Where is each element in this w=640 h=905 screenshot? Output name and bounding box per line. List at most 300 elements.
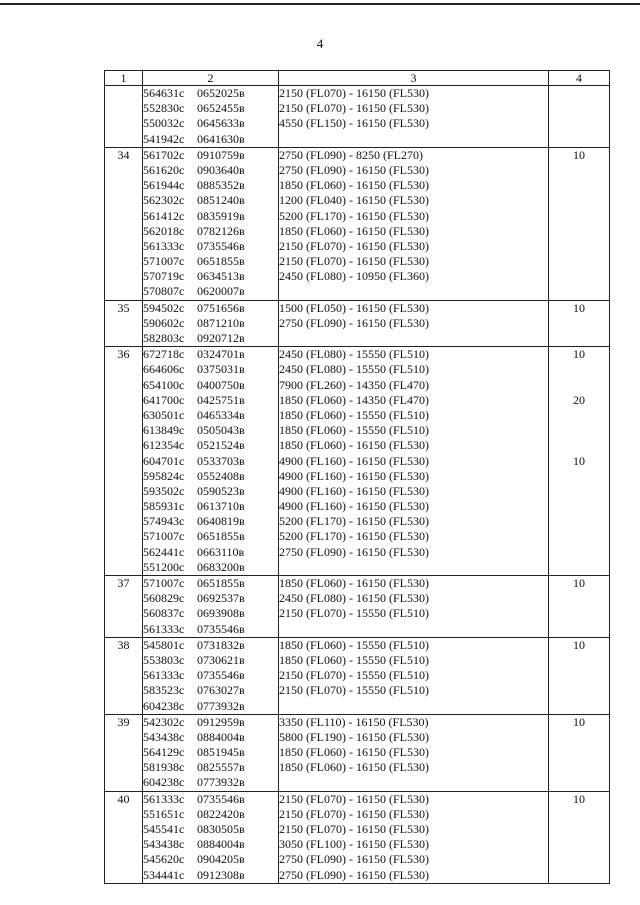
longitude: 0651855в (197, 254, 245, 269)
latitude: 551651с (143, 806, 185, 821)
coordinate-pair (143, 148, 278, 163)
altitude-range: 5200 (FL170) - 16150 (FL530) (279, 208, 429, 223)
coordinate-pair (143, 378, 278, 393)
altitude-range: 1500 (FL050) - 16150 (FL530) (279, 300, 429, 315)
value-cell (549, 147, 610, 300)
value (549, 163, 609, 178)
latitude: 562441с (143, 544, 185, 559)
longitude: 0613710в (197, 499, 245, 514)
value: 10 (573, 791, 585, 806)
altitude-range: 7900 (FL260) - 14350 (FL470) (279, 377, 429, 392)
altitude-cell (279, 576, 549, 638)
latitude: 604701с (143, 453, 185, 468)
value (549, 745, 609, 760)
value: 10 (573, 453, 585, 468)
altitude-range: 3050 (FL100) - 16150 (FL530) (279, 837, 429, 852)
altitude-range: 2150 (FL070) - 16150 (FL530) (279, 101, 429, 116)
altitude-range: 2150 (FL070) - 16150 (FL530) (279, 791, 429, 806)
coordinate-pair (143, 653, 278, 668)
longitude: 0903640в (197, 162, 245, 177)
coordinate-pair (143, 760, 278, 775)
longitude: 0730621в (197, 652, 245, 667)
altitude-range: 4900 (FL160) - 16150 (FL530) (279, 499, 429, 514)
latitude: 552830с (143, 101, 185, 116)
value-cell (549, 714, 610, 791)
altitude-range (279, 132, 548, 147)
latitude: 545620с (143, 852, 185, 867)
coordinate-pair (143, 362, 278, 377)
coordinate-pair (143, 132, 278, 147)
altitude-range (279, 699, 548, 714)
value (549, 760, 609, 775)
latitude: 654100с (143, 377, 185, 392)
latitude: 542302с (143, 714, 185, 729)
coordinate-pair (143, 576, 278, 591)
longitude: 0634513в (197, 269, 245, 284)
coordinate-pair (143, 745, 278, 760)
coordinate-pair (143, 408, 278, 423)
altitude-range: 1850 (FL060) - 16150 (FL530) (279, 576, 429, 590)
coordinates-cell (143, 791, 279, 883)
latitude: 604238с (143, 775, 185, 790)
value (549, 469, 609, 484)
value (549, 423, 609, 438)
longitude: 0851240в (197, 193, 245, 208)
value (549, 178, 609, 193)
coordinate-pair (143, 101, 278, 116)
longitude: 0735546в (197, 238, 245, 253)
altitude-range: 2450 (FL080) - 15550 (FL510) (279, 347, 429, 362)
longitude: 0825557в (197, 760, 245, 775)
value (549, 837, 609, 852)
coordinate-pair (143, 178, 278, 193)
latitude: 581938с (143, 760, 185, 775)
coordinate-pair (143, 668, 278, 683)
value (549, 193, 609, 208)
top-rule (0, 3, 640, 5)
altitude-range: 1850 (FL060) - 16150 (FL530) (279, 223, 429, 238)
latitude: 543438с (143, 729, 185, 744)
row-number-text: 35 (117, 300, 130, 315)
value (549, 101, 609, 116)
longitude: 0652025в (197, 86, 245, 100)
altitude-range (279, 775, 548, 790)
longitude: 0912308в (197, 867, 245, 882)
coordinate-pair (143, 347, 278, 362)
row-number-text (105, 86, 142, 101)
latitude: 595824с (143, 468, 185, 483)
coordinate-pair (143, 116, 278, 131)
altitude-range: 1850 (FL060) - 16150 (FL530) (279, 438, 429, 453)
latitude: 561702с (143, 147, 185, 162)
latitude: 561333с (143, 621, 185, 636)
coordinate-pair (143, 837, 278, 852)
latitude: 585931с (143, 499, 185, 514)
latitude: 561944с (143, 178, 185, 193)
longitude: 0400750в (197, 377, 245, 392)
value: 10 (573, 347, 585, 362)
coordinate-pair (143, 469, 278, 484)
value (549, 362, 609, 377)
latitude: 613849с (143, 423, 185, 438)
row-number-text: 39 (117, 714, 130, 729)
table-header-row (105, 71, 610, 86)
altitude-range: 2150 (FL070) - 16150 (FL530) (279, 86, 429, 100)
longitude: 0425751в (197, 392, 245, 407)
value (549, 209, 609, 224)
value (549, 807, 609, 822)
altitude-cell (279, 714, 549, 791)
value (549, 868, 609, 883)
latitude: 630501с (143, 407, 185, 422)
altitude-range: 1850 (FL060) - 16150 (FL530) (279, 760, 429, 775)
table-body (105, 86, 610, 884)
altitude-range (279, 284, 548, 299)
altitude-range (279, 560, 548, 575)
latitude: 545801с (143, 637, 185, 652)
longitude: 0640819в (197, 514, 245, 529)
longitude: 0920712в (197, 331, 245, 345)
latitude: 583523с (143, 683, 185, 698)
longitude: 0645633в (197, 116, 245, 131)
value (549, 284, 609, 299)
altitude-range: 2150 (FL070) - 15550 (FL510) (279, 606, 429, 621)
longitude: 0652455в (197, 101, 245, 116)
altitude-range: 2150 (FL070) - 16150 (FL530) (279, 806, 429, 821)
value (549, 86, 609, 101)
coordinate-pair (143, 86, 278, 101)
longitude: 0871210в (197, 315, 245, 330)
longitude: 0751656в (197, 300, 245, 315)
altitude-range: 5200 (FL170) - 16150 (FL530) (279, 529, 429, 544)
value (549, 408, 609, 423)
altitude-range: 2150 (FL070) - 16150 (FL530) (279, 822, 429, 836)
row-number-text: 38 (117, 637, 130, 652)
altitude-range: 4900 (FL160) - 16150 (FL530) (279, 483, 429, 498)
longitude: 0830505в (197, 822, 245, 836)
coordinates-table (104, 70, 610, 884)
coordinate-pair (143, 438, 278, 453)
latitude: 574943с (143, 514, 185, 529)
table-row (105, 791, 610, 883)
value: 20 (573, 392, 585, 407)
row-number (105, 791, 143, 883)
latitude: 561620с (143, 162, 185, 177)
value (549, 499, 609, 514)
altitude-range: 1850 (FL060) - 15550 (FL510) (279, 652, 429, 667)
value (549, 331, 609, 346)
longitude: 0773932в (197, 698, 245, 713)
row-number (105, 347, 143, 576)
longitude: 0835919в (197, 208, 245, 223)
value (549, 606, 609, 621)
coordinate-pair (143, 822, 278, 837)
row-number (105, 86, 143, 148)
coordinate-pair (143, 545, 278, 560)
coordinate-pair (143, 484, 278, 499)
latitude: 604238с (143, 698, 185, 713)
table-row (105, 347, 610, 576)
altitude-range: 2150 (FL070) - 16150 (FL530) (279, 254, 429, 269)
longitude: 0884004в (197, 837, 245, 852)
latitude: 672718с (143, 347, 185, 362)
value (549, 132, 609, 147)
longitude: 0782126в (197, 223, 245, 238)
value-cell (549, 300, 610, 347)
altitude-range: 2150 (FL070) - 15550 (FL510) (279, 683, 429, 698)
latitude: 561412с (143, 208, 185, 223)
longitude: 0763027в (197, 683, 245, 698)
value (549, 545, 609, 560)
value: 10 (573, 300, 585, 315)
latitude: 570719с (143, 269, 185, 284)
row-number-text: 36 (117, 347, 130, 362)
altitude-range: 2150 (FL070) - 15550 (FL510) (279, 668, 429, 683)
page-number: 4 (316, 36, 324, 51)
longitude: 0885352в (197, 178, 245, 193)
latitude: 612354с (143, 438, 185, 453)
coordinate-pair (143, 301, 278, 316)
row-number-text: 34 (117, 147, 130, 162)
latitude: 570807с (143, 284, 185, 299)
row-number (105, 637, 143, 714)
table-row (105, 714, 610, 791)
longitude: 0620007в (197, 284, 245, 299)
altitude-range: 1850 (FL060) - 15550 (FL510) (279, 407, 429, 422)
coordinate-pair (143, 209, 278, 224)
coordinate-pair (143, 269, 278, 284)
coordinate-pair (143, 331, 278, 346)
coordinate-pair (143, 454, 278, 469)
altitude-cell (279, 791, 549, 883)
altitude-range: 5800 (FL190) - 16150 (FL530) (279, 729, 429, 744)
header-col-4: 4 (549, 71, 610, 86)
coordinate-pair (143, 730, 278, 745)
coordinates-cell (143, 86, 279, 148)
header-col-3: 3 (279, 71, 549, 86)
value: 10 (573, 637, 585, 652)
latitude: 590602с (143, 315, 185, 330)
value: 10 (573, 576, 585, 590)
longitude: 0735546в (197, 621, 245, 636)
latitude: 582803с (143, 331, 185, 345)
coordinate-pair (143, 606, 278, 621)
longitude: 0773932в (197, 775, 245, 790)
longitude: 0683200в (197, 559, 245, 574)
value (549, 683, 609, 698)
longitude: 0663110в (197, 544, 245, 559)
table-row (105, 147, 610, 300)
value (549, 852, 609, 867)
value (549, 269, 609, 284)
altitude-range: 1850 (FL060) - 16150 (FL530) (279, 178, 429, 193)
coordinate-pair (143, 868, 278, 883)
value (549, 224, 609, 239)
row-number-text: 40 (117, 791, 130, 806)
longitude: 0904205в (197, 852, 245, 867)
latitude: 562302с (143, 193, 185, 208)
altitude-range: 2750 (FL090) - 16150 (FL530) (279, 852, 429, 867)
coordinate-pair (143, 254, 278, 269)
latitude: 561333с (143, 238, 185, 253)
longitude: 0735546в (197, 668, 245, 683)
altitude-cell (279, 637, 549, 714)
longitude: 0324701в (197, 347, 245, 362)
value (549, 484, 609, 499)
latitude: 541942с (143, 131, 185, 146)
coordinate-pair (143, 224, 278, 239)
table-row (105, 300, 610, 347)
table-row (105, 86, 610, 148)
altitude-cell (279, 147, 549, 300)
row-number (105, 300, 143, 347)
value-cell (549, 347, 610, 576)
longitude: 0533703в (197, 453, 245, 468)
value (549, 116, 609, 131)
table-row (105, 637, 610, 714)
value (549, 560, 609, 575)
altitude-range: 1850 (FL060) - 16150 (FL530) (279, 745, 429, 760)
value (549, 622, 609, 637)
coordinate-pair (143, 560, 278, 575)
coordinate-pair (143, 193, 278, 208)
altitude-cell (279, 347, 549, 576)
value (549, 653, 609, 668)
longitude: 0375031в (197, 362, 245, 377)
coordinate-pair (143, 715, 278, 730)
value-cell (549, 791, 610, 883)
longitude: 0822420в (197, 806, 245, 821)
coordinate-pair (143, 393, 278, 408)
longitude: 0692537в (197, 591, 245, 606)
altitude-cell (279, 86, 549, 148)
value (549, 316, 609, 331)
latitude: 571007с (143, 576, 185, 590)
altitude-range: 4900 (FL160) - 16150 (FL530) (279, 468, 429, 483)
value (549, 529, 609, 544)
value: 10 (573, 714, 585, 729)
coordinates-cell (143, 714, 279, 791)
latitude: 664606с (143, 362, 185, 377)
longitude: 0505043в (197, 423, 245, 438)
coordinate-pair (143, 529, 278, 544)
altitude-range: 2150 (FL070) - 16150 (FL530) (279, 238, 429, 253)
longitude: 0912959в (197, 714, 245, 729)
latitude: 593502с (143, 483, 185, 498)
value (549, 378, 609, 393)
latitude: 571007с (143, 529, 185, 544)
latitude: 561333с (143, 668, 185, 683)
latitude: 553803с (143, 652, 185, 667)
altitude-range: 2750 (FL090) - 16150 (FL530) (279, 544, 429, 559)
altitude-range: 3350 (FL110) - 16150 (FL530) (279, 714, 429, 729)
row-number-text: 37 (117, 576, 130, 590)
value (549, 591, 609, 606)
coordinate-pair (143, 423, 278, 438)
longitude: 0651855в (197, 576, 245, 590)
coordinate-pair (143, 683, 278, 698)
latitude: 561333с (143, 791, 185, 806)
longitude: 0651855в (197, 529, 245, 544)
altitude-range: 2450 (FL080) - 16150 (FL530) (279, 591, 429, 606)
value: 10 (573, 147, 585, 162)
altitude-range: 5200 (FL170) - 16150 (FL530) (279, 514, 429, 529)
coordinate-pair (143, 638, 278, 653)
value (549, 699, 609, 714)
latitude: 543438с (143, 837, 185, 852)
latitude: 571007с (143, 254, 185, 269)
header-col-1: 1 (105, 71, 143, 86)
coordinates-cell (143, 300, 279, 347)
altitude-range: 1200 (FL040) - 16150 (FL530) (279, 193, 429, 208)
coordinate-pair (143, 807, 278, 822)
altitude-range: 2750 (FL090) - 16150 (FL530) (279, 867, 429, 882)
value (549, 822, 609, 837)
coordinate-pair (143, 591, 278, 606)
longitude: 0521524в (197, 438, 245, 453)
latitude: 545541с (143, 822, 185, 836)
value-cell (549, 86, 610, 148)
latitude: 550032с (143, 116, 185, 131)
altitude-range (279, 331, 548, 346)
row-number (105, 576, 143, 638)
row-number (105, 714, 143, 791)
latitude: 564631с (143, 86, 185, 100)
longitude: 0735546в (197, 791, 245, 806)
coordinates-cell (143, 637, 279, 714)
longitude: 0731832в (197, 637, 245, 652)
latitude: 560837с (143, 606, 185, 621)
coordinate-pair (143, 239, 278, 254)
coordinates-cell (143, 576, 279, 638)
altitude-range: 1850 (FL060) - 15550 (FL510) (279, 423, 429, 438)
longitude: 0884004в (197, 729, 245, 744)
coordinate-pair (143, 499, 278, 514)
value (549, 775, 609, 790)
coordinates-cell (143, 147, 279, 300)
latitude: 564129с (143, 745, 185, 760)
coordinates-cell (143, 347, 279, 576)
value (549, 254, 609, 269)
altitude-range: 4550 (FL150) - 16150 (FL530) (279, 116, 429, 131)
coordinate-pair (143, 316, 278, 331)
altitude-range: 2750 (FL090) - 16150 (FL530) (279, 315, 429, 330)
altitude-range: 2450 (FL080) - 10950 (FL360) (279, 269, 429, 284)
coordinate-pair (143, 163, 278, 178)
value-cell (549, 576, 610, 638)
longitude: 0465334в (197, 407, 245, 422)
altitude-range: 1850 (FL060) - 14350 (FL470) (279, 392, 429, 407)
altitude-range (279, 622, 548, 637)
altitude-cell (279, 300, 549, 347)
value (549, 668, 609, 683)
longitude: 0641630в (197, 131, 245, 146)
altitude-range: 1850 (FL060) - 15550 (FL510) (279, 637, 429, 652)
altitude-range: 2750 (FL090) - 16150 (FL530) (279, 162, 429, 177)
coordinate-pair (143, 699, 278, 714)
coordinate-pair (143, 775, 278, 790)
value-cell (549, 637, 610, 714)
longitude: 0693908в (197, 606, 245, 621)
coordinate-pair (143, 514, 278, 529)
value (549, 438, 609, 453)
coordinate-pair (143, 852, 278, 867)
latitude: 551200с (143, 559, 185, 574)
longitude: 0552408в (197, 468, 245, 483)
longitude: 0590523в (197, 483, 245, 498)
longitude: 0910759в (197, 147, 245, 162)
row-number (105, 147, 143, 300)
